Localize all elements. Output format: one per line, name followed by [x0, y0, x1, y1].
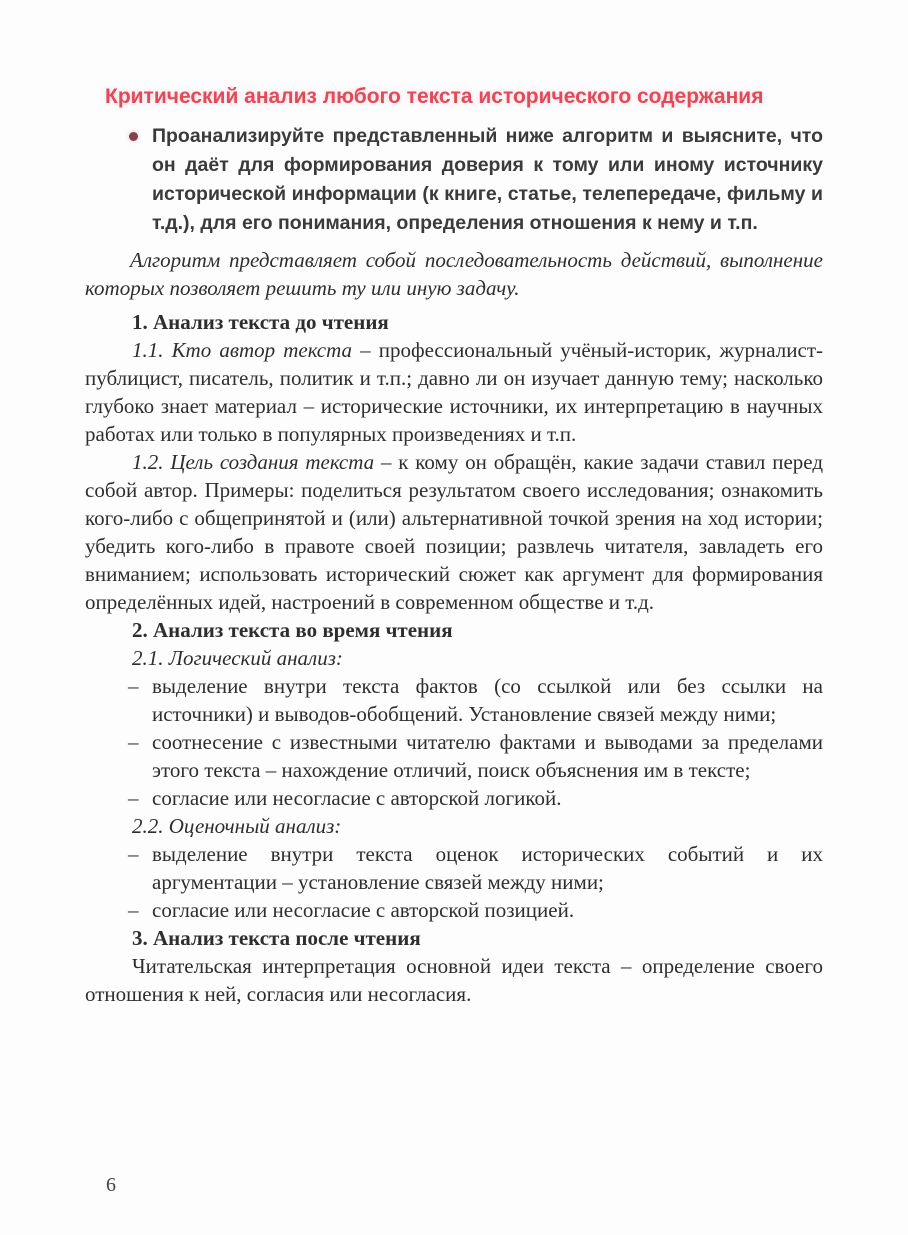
dash-marker: –: [128, 674, 139, 698]
list-item-text: выделение внутри текста фактов (со ссылкой или без ссылки на источники) и выводов-обобщений. Установление связей между ними;: [152, 674, 823, 726]
section-2-heading: 2. Анализ текста во время чтения: [132, 618, 453, 642]
dash-marker: –: [128, 842, 139, 866]
logical-analysis-list: [85, 672, 823, 812]
subsection-2-2-label: 2.2. Оценочный анализ:: [132, 814, 342, 838]
task-text: Проанализируйте представленный ниже алгоритм и выясните, что он даёт для формирования доверия к тому или иному источнику исторической информации (к книге, статье, телепередаче, фильму и т.д.), для его понимания, определения отношения к нему и т.п.: [152, 125, 823, 234]
list-item: [128, 840, 823, 896]
list-item: [128, 728, 823, 784]
list-item-text: согласие или несогласие с авторской позицией.: [152, 898, 575, 922]
subsection-2-1-label: 2.1. Логический анализ:: [132, 646, 343, 670]
algorithm-body: [85, 246, 823, 1008]
task-paragraph: [85, 122, 823, 238]
dash-marker: –: [128, 898, 139, 922]
paragraph-1-1-text: – профессиональный учёный-историк, журналист-публицист, писатель, политик и т.п.; давно ли он изучает данную тему; насколько глубоко знает материал – исторические источники, их интерпретацию в научных работах или только в популярных произведениях и т.п.: [85, 338, 823, 446]
section-3-heading: 3. Анализ текста после чтения: [132, 926, 421, 950]
paragraph-1-2: [85, 448, 823, 616]
dash-marker: –: [128, 786, 139, 810]
evaluative-analysis-list: [85, 840, 823, 924]
paragraph-1-1: [85, 336, 823, 448]
intro-paragraph: Алгоритм представляет собой последовательность действий, выполнение которых позволяет решить ту или иную задачу.: [85, 248, 823, 300]
section-1-heading: 1. Анализ текста до чтения: [132, 310, 389, 334]
paragraph-1-2-lead: 1.2. Цель создания текста: [132, 450, 375, 474]
list-item: [128, 672, 823, 728]
paragraph-1-1-lead: 1.1. Кто автор текста: [132, 338, 352, 362]
list-item: [128, 896, 823, 924]
bullet-icon: [129, 132, 138, 141]
paragraph-3: Читательская интерпретация основной идеи текста – определение своего отношения к ней, согласия или несогласия.: [85, 954, 823, 1006]
dash-marker: –: [128, 730, 139, 754]
list-item-text: согласие или несогласие с авторской логикой.: [152, 786, 562, 810]
list-item: [128, 784, 823, 812]
page-number: 6: [106, 1174, 116, 1196]
list-item-text: соотнесение с известными читателю фактами и выводами за пределами этого текста – нахождение отличий, поиск объяснения им в тексте;: [152, 730, 823, 782]
page-title: Критический анализ любого текста исторического содержания: [105, 85, 764, 108]
page-content: [85, 84, 823, 1008]
list-item-text: выделение внутри текста оценок исторических событий и их аргументации – установление связей между ними;: [152, 842, 823, 894]
paragraph-1-2-text: – к кому он обращён, какие задачи ставил перед собой автор. Примеры: поделиться результатом своего исследования; ознакомить кого-либо с общепринятой и (или) альтернативной точкой зрения на ход истории; убедить кого-либо в правоте своей позиции; развлечь читателя, завладеть его вниманием; использовать исторический сюжет как аргумент для формирования определённых идей, настроений в современном обществе и т.д.: [85, 450, 824, 614]
